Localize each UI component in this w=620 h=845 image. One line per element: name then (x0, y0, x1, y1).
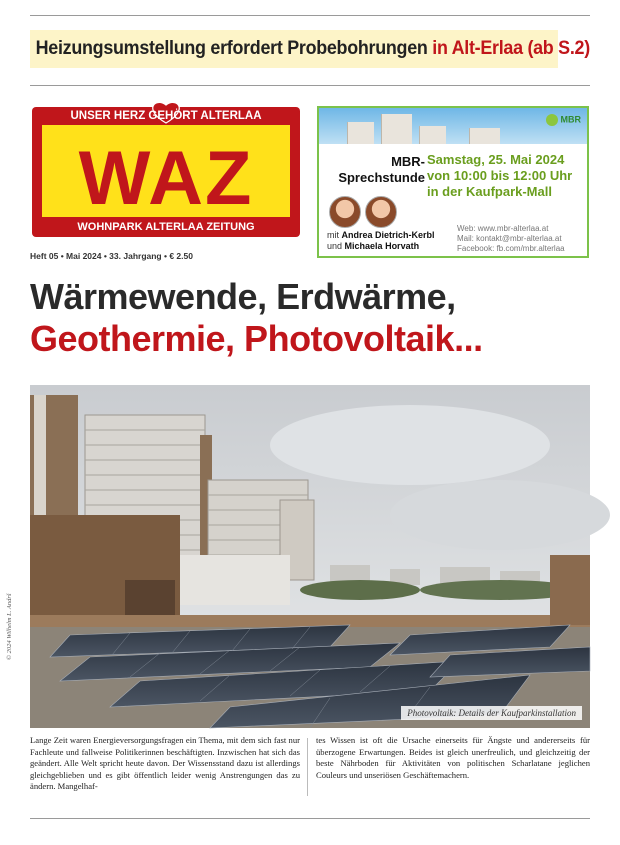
portrait-avatar (329, 196, 361, 228)
contact-mail-link[interactable]: Mail: kontakt@mbr-alterlaa.at (457, 234, 562, 243)
waz-logo[interactable] (30, 103, 302, 241)
mbr-logo-icon (546, 114, 558, 126)
solar-roof-photo (30, 385, 590, 728)
contact-web-link[interactable]: Web: www.mbr-alterlaa.at (457, 224, 549, 233)
sprechstunde-place: in der Kaufpark-Mall (427, 184, 552, 199)
ad-building-image (419, 126, 446, 144)
photo-credit: © 2024 Wilhelm L. Andrš (6, 593, 13, 660)
sprechstunde-date: Samstag, 25. Mai 2024 (427, 152, 565, 167)
sprechstunde-time: von 10:00 bis 12:00 Uhr (427, 168, 573, 183)
lead-photo (30, 385, 590, 728)
mbr-advertisement[interactable] (317, 106, 589, 258)
teaser-banner[interactable] (30, 30, 590, 68)
ad-building-image (381, 114, 412, 144)
top-rule (30, 15, 590, 16)
ad-building-image (347, 122, 374, 144)
banner-rule (30, 85, 590, 86)
contact-facebook-link[interactable]: Facebook: fb.com/mbr.alterlaa (457, 244, 565, 253)
logo-bottom-text: WOHNPARK ALTERLAA ZEITUNG (77, 221, 255, 233)
portrait-avatar (365, 196, 397, 228)
sprechstunde-details (427, 152, 572, 200)
article-column-2: tes Wissen ist oft die Ursache einerseits für Ängste und andererseits für überzogene Erwartungen. Beides ist gleich unerfreulich, und gleichzeitig der beste Nährboden für Aktivitäten von politischen Scharlatane jeglichen Couleurs und unseriösen Geschäftemachern. (316, 735, 590, 780)
sprechstunde-title (333, 154, 425, 186)
bottom-rule (30, 818, 590, 819)
ad-contact (457, 224, 565, 254)
hosts-and: und (327, 241, 343, 251)
teaser-text: Heizungsumstellung erfordert Probebohrungen (35, 38, 428, 59)
article-column-1: Lange Zeit waren Energieversorgungsfragen ein Thema, mit dem sich fast nur Fachleute und fallweise Politikerinnen beschäftigten. Inzwischen hat sich das geändert. Alle Welt spricht heute davon. Der Wissensstand dazu ist allerdings gleichgeblieben und es gibt öffentlich leider wenig Anstrengungen das zu ändern. Mangelhaf- (30, 735, 300, 791)
host-name: Andrea Dietrich-Kerbl (341, 230, 435, 240)
photo-caption: Photovoltaik: Details der Kaufparkinstallation (401, 706, 582, 720)
logo-main-text: WAZ (78, 136, 254, 221)
headline-line2: Geothermie, Photovoltaik... (30, 318, 483, 359)
ad-hosts (327, 230, 435, 252)
headline-line1: Wärmewende, Erdwärme, (30, 276, 456, 317)
hosts-prefix: mit (327, 230, 339, 240)
sprechstunde-line2: Sprechstunde (338, 170, 425, 185)
teaser-location: in Alt-Erlaa (ab S.2) (432, 38, 590, 59)
column-divider (307, 738, 308, 796)
ad-building-image (469, 128, 500, 144)
sprechstunde-line1: MBR- (391, 154, 425, 169)
issue-meta: Heft 05 • Mai 2024 • 33. Jahrgang • € 2.50 (30, 251, 193, 261)
logo-top-text: UNSER HERZ GEHÖRT ALTERLAA (70, 110, 262, 122)
headline[interactable] (30, 276, 590, 360)
host-name: Michaela Horvath (344, 241, 420, 251)
mbr-logo-text: MBR (560, 114, 581, 125)
mbr-logo (546, 114, 582, 126)
